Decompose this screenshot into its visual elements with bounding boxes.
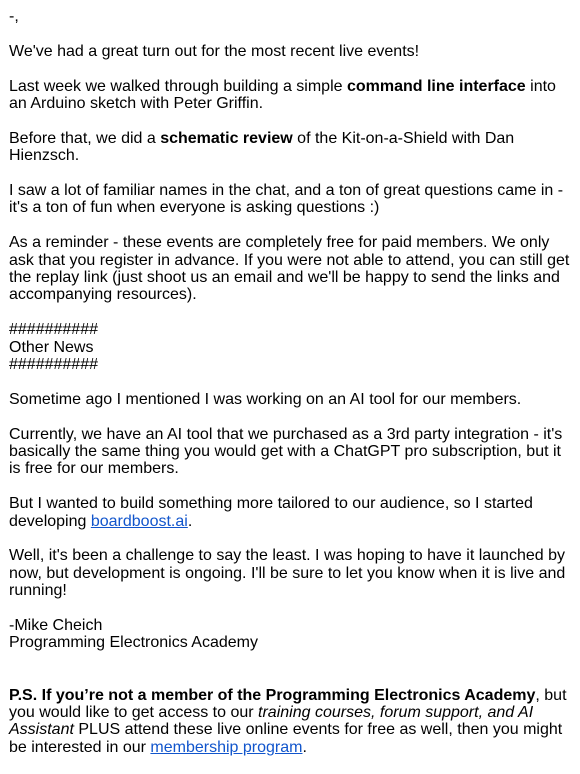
ai-build-text-post: . [187, 512, 193, 530]
chat-paragraph: I saw a lot of familiar names in the chat, and a ton of great questions came in - it's a ton of fun when everyone is asking questions :) [9, 182, 564, 217]
challenge-paragraph: Well, it's been a challenge to say the least. I was hoping to have it launched by now, but development is ongoing. I'll be sure to let you know when it is live and running! [9, 547, 566, 600]
ps-text1: , but you would like to get access to our [9, 686, 567, 722]
ai-intro-paragraph: Sometime ago I mentioned I was working on an AI tool for our members. [9, 390, 522, 408]
ps-italic: training courses, forum support, and AI Assistant [9, 704, 534, 739]
signature-name: -Mike Cheich [9, 617, 103, 635]
spacer [9, 669, 574, 686]
divider-top: ########## [9, 321, 98, 339]
ps-text3: . [302, 738, 307, 756]
boardboost-link[interactable]: boardboost.ai [90, 512, 188, 530]
ai-build-paragraph [9, 495, 574, 530]
signature-org: Programming Electronics Academy [9, 634, 258, 652]
ai-build-text-pre: But I wanted to build something more tailored to our audience, so I started developing [9, 495, 533, 530]
event1-bold: command line interface [346, 77, 526, 95]
other-news-block [9, 321, 574, 373]
membership-program-link[interactable]: membership program [150, 738, 303, 756]
intro-paragraph: We've had a great turn out for the most recent live events! [9, 42, 420, 60]
event1-paragraph [9, 78, 574, 113]
event1-text-post: into an Arduino sketch with Peter Griffin. [9, 77, 556, 112]
event2-paragraph [9, 130, 574, 165]
event2-bold: schematic review [160, 129, 293, 147]
greeting: -, [9, 8, 19, 25]
event2-text-pre: Before that, we did a [9, 129, 161, 147]
ps-paragraph [9, 687, 574, 757]
event2-text-post: of the Kit-on-a-Shield with Dan Hienzsch. [9, 129, 515, 165]
section-title: Other News [9, 338, 94, 356]
ai-current-paragraph: Currently, we have an AI tool that we purchased as a 3rd party integration - it's basically the same thing you would get with a ChatGPT pro subscription, but it is free for our members. [9, 425, 563, 478]
ps-text2: PLUS attend these live online events for free as well, then you might be interested in our [9, 721, 563, 756]
signature-block [9, 617, 574, 652]
ps-bold: P.S. If you’re not a member of the Programming Electronics Academy [9, 686, 536, 704]
divider-bottom: ########## [9, 356, 98, 374]
reminder-paragraph: As a reminder - these events are completely free for paid members. We only ask that you register in advance. If you were not able to attend, you can still get the replay link (just shoot us an email and we'll be happy to send the links and accompanying resources). [9, 234, 570, 304]
event1-text-pre: Last week we walked through building a simple [9, 77, 347, 95]
